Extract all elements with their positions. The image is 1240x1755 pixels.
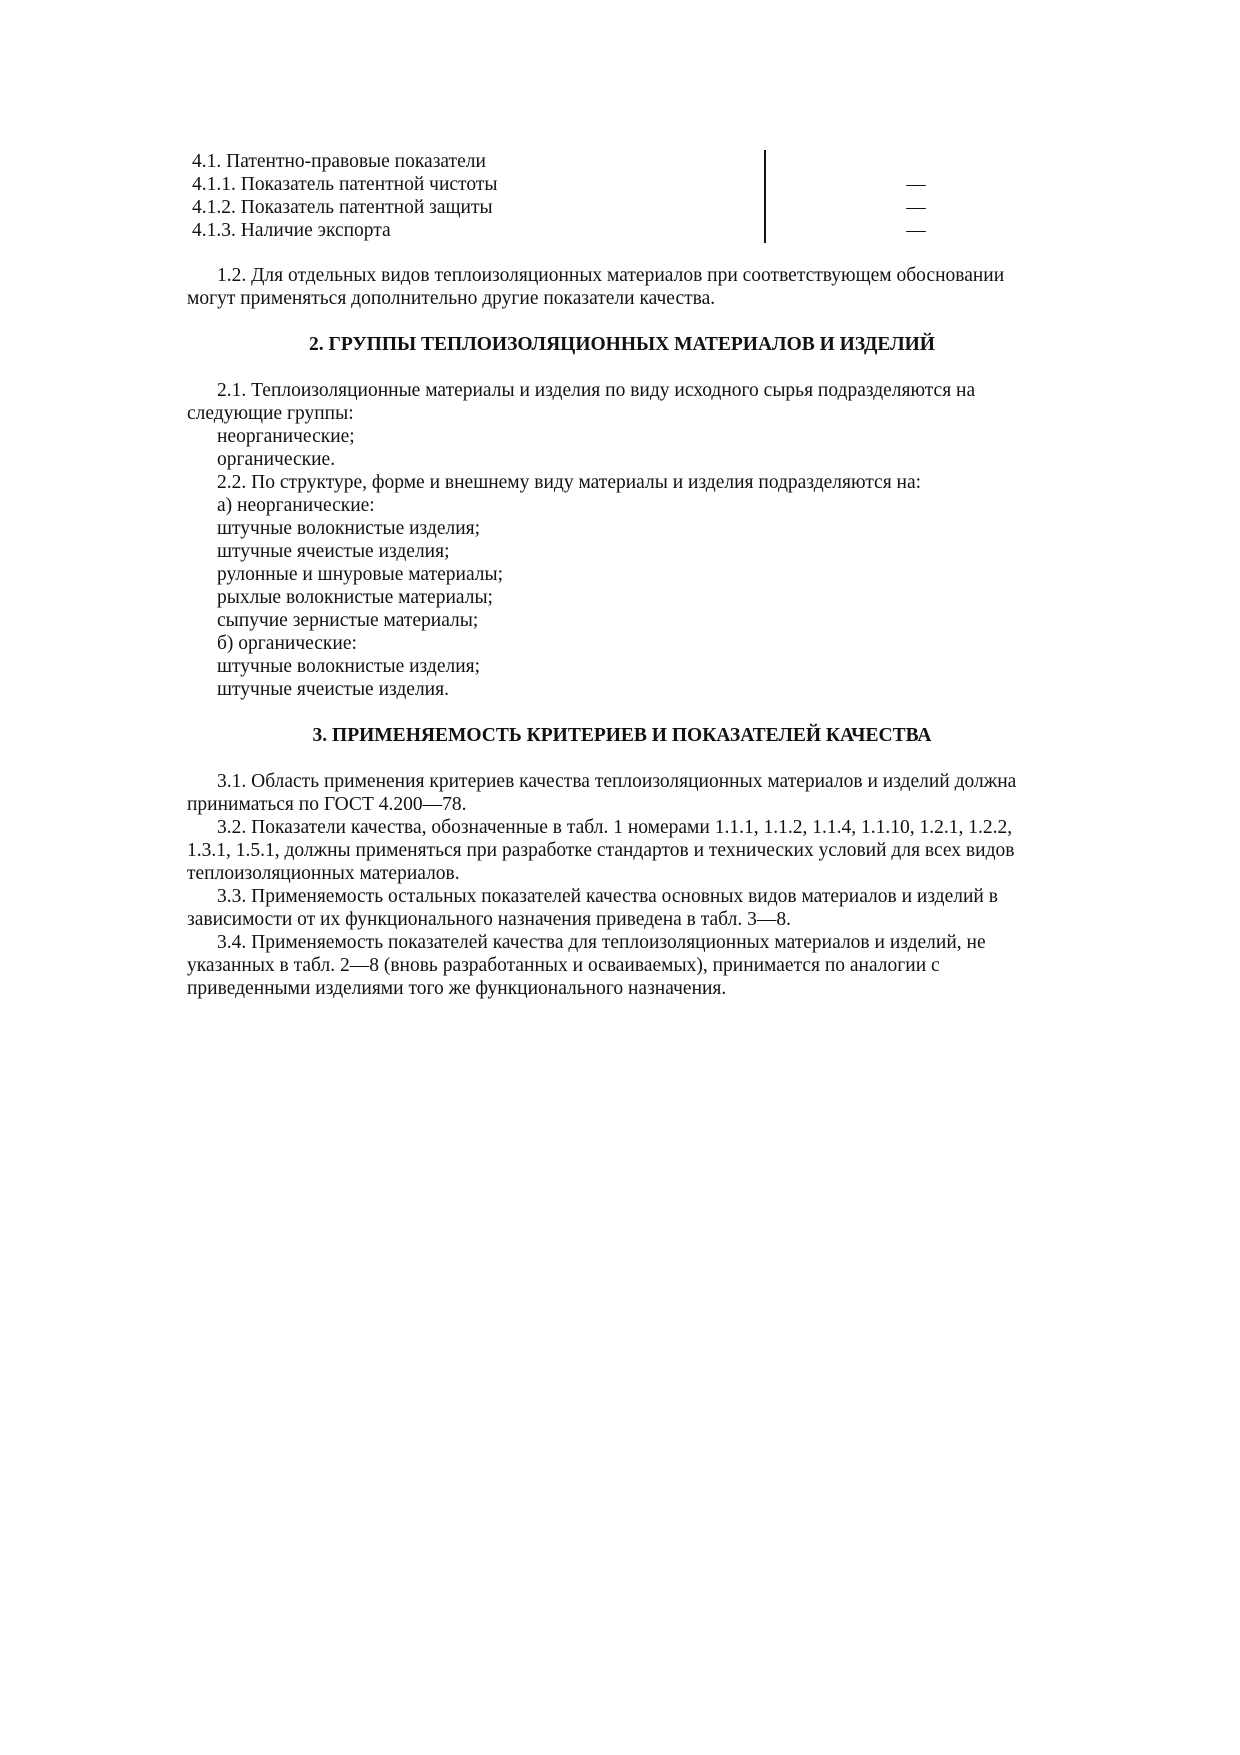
paragraph-3-2: 3.2. Показатели качества, обозначенные в табл. 1 номерами 1.1.1, 1.1.2, 1.1.4, 1.1.10, 1.2.1, 1.2.2, 1.3.1, 1.5.1, должны применяться при разработке стандартов и технических условий для всех видов теплоизоляционных материалов. — [187, 817, 1015, 884]
paragraph-2-2: 2.2. По структуре, форме и внешнему виду материалы и изделия подразделяются на: — [217, 472, 922, 493]
row-label: 4.1.3. Наличие экспорта — [192, 220, 391, 241]
row-label: 4.1.2. Показатель патентной защиты — [192, 197, 493, 218]
section-3-heading: 3. ПРИМЕНЯЕМОСТЬ КРИТЕРИЕВ И ПОКАЗАТЕЛЕЙ КАЧЕСТВА — [312, 725, 932, 746]
row-label: 4.1.1. Показатель патентной чистоты — [192, 174, 498, 195]
paragraph-3-1: 3.1. Область применения критериев качества теплоизоляционных материалов и изделий должна приниматься по ГОСТ 4.200—78. — [187, 771, 1017, 815]
section-2-heading: 2. ГРУППЫ ТЕПЛОИЗОЛЯЦИОННЫХ МАТЕРИАЛОВ И ИЗДЕЛИЙ — [309, 334, 935, 355]
list-item: штучные волокнистые изделия; — [217, 656, 481, 677]
list-item: рулонные и шнуровые материалы; — [217, 564, 504, 585]
indicators-table-fragment — [192, 150, 932, 242]
list-item: штучные ячеистые изделия; — [217, 541, 450, 562]
list-item: сыпучие зернистые материалы; — [217, 610, 479, 631]
list-item: неорганические; — [217, 426, 355, 447]
list-item: б) органические: — [217, 633, 357, 654]
table-row — [192, 150, 932, 173]
paragraph-2-1: 2.1. Теплоизоляционные материалы и изделия по виду исходного сырья подразделяются на следующие группы: — [187, 380, 976, 424]
row-label: 4.1. Патентно-правовые показатели — [192, 151, 486, 172]
row-value: — — [906, 220, 926, 241]
list-item: штучные волокнистые изделия; — [217, 518, 481, 539]
table-row — [192, 173, 932, 196]
paragraph-3-4: 3.4. Применяемость показателей качества для теплоизоляционных материалов и изделий, не указанных в табл. 2—8 (вновь разработанных и осваиваемых), принимается по аналогии с приведенными изделиями того же функционального назначения. — [187, 932, 986, 999]
paragraph-3-3: 3.3. Применяемость остальных показателей качества основных видов материалов и изделий в зависимости от их функционального назначения приведена в табл. 3—8. — [187, 886, 998, 930]
paragraph-1-2: 1.2. Для отдельных видов теплоизоляционных материалов при соответствующем обосновании могут применяться дополнительно другие показатели качества. — [187, 265, 1005, 309]
table-row — [192, 196, 932, 219]
list-item: а) неорганические: — [217, 495, 375, 516]
document-body — [187, 264, 1057, 1000]
table-row — [192, 219, 932, 242]
list-item: рыхлые волокнистые материалы; — [217, 587, 493, 608]
list-item: органические. — [217, 449, 336, 470]
table-column-divider — [764, 150, 766, 243]
row-value: — — [906, 174, 926, 195]
row-value: — — [906, 197, 926, 218]
list-item: штучные ячеистые изделия. — [217, 679, 449, 700]
